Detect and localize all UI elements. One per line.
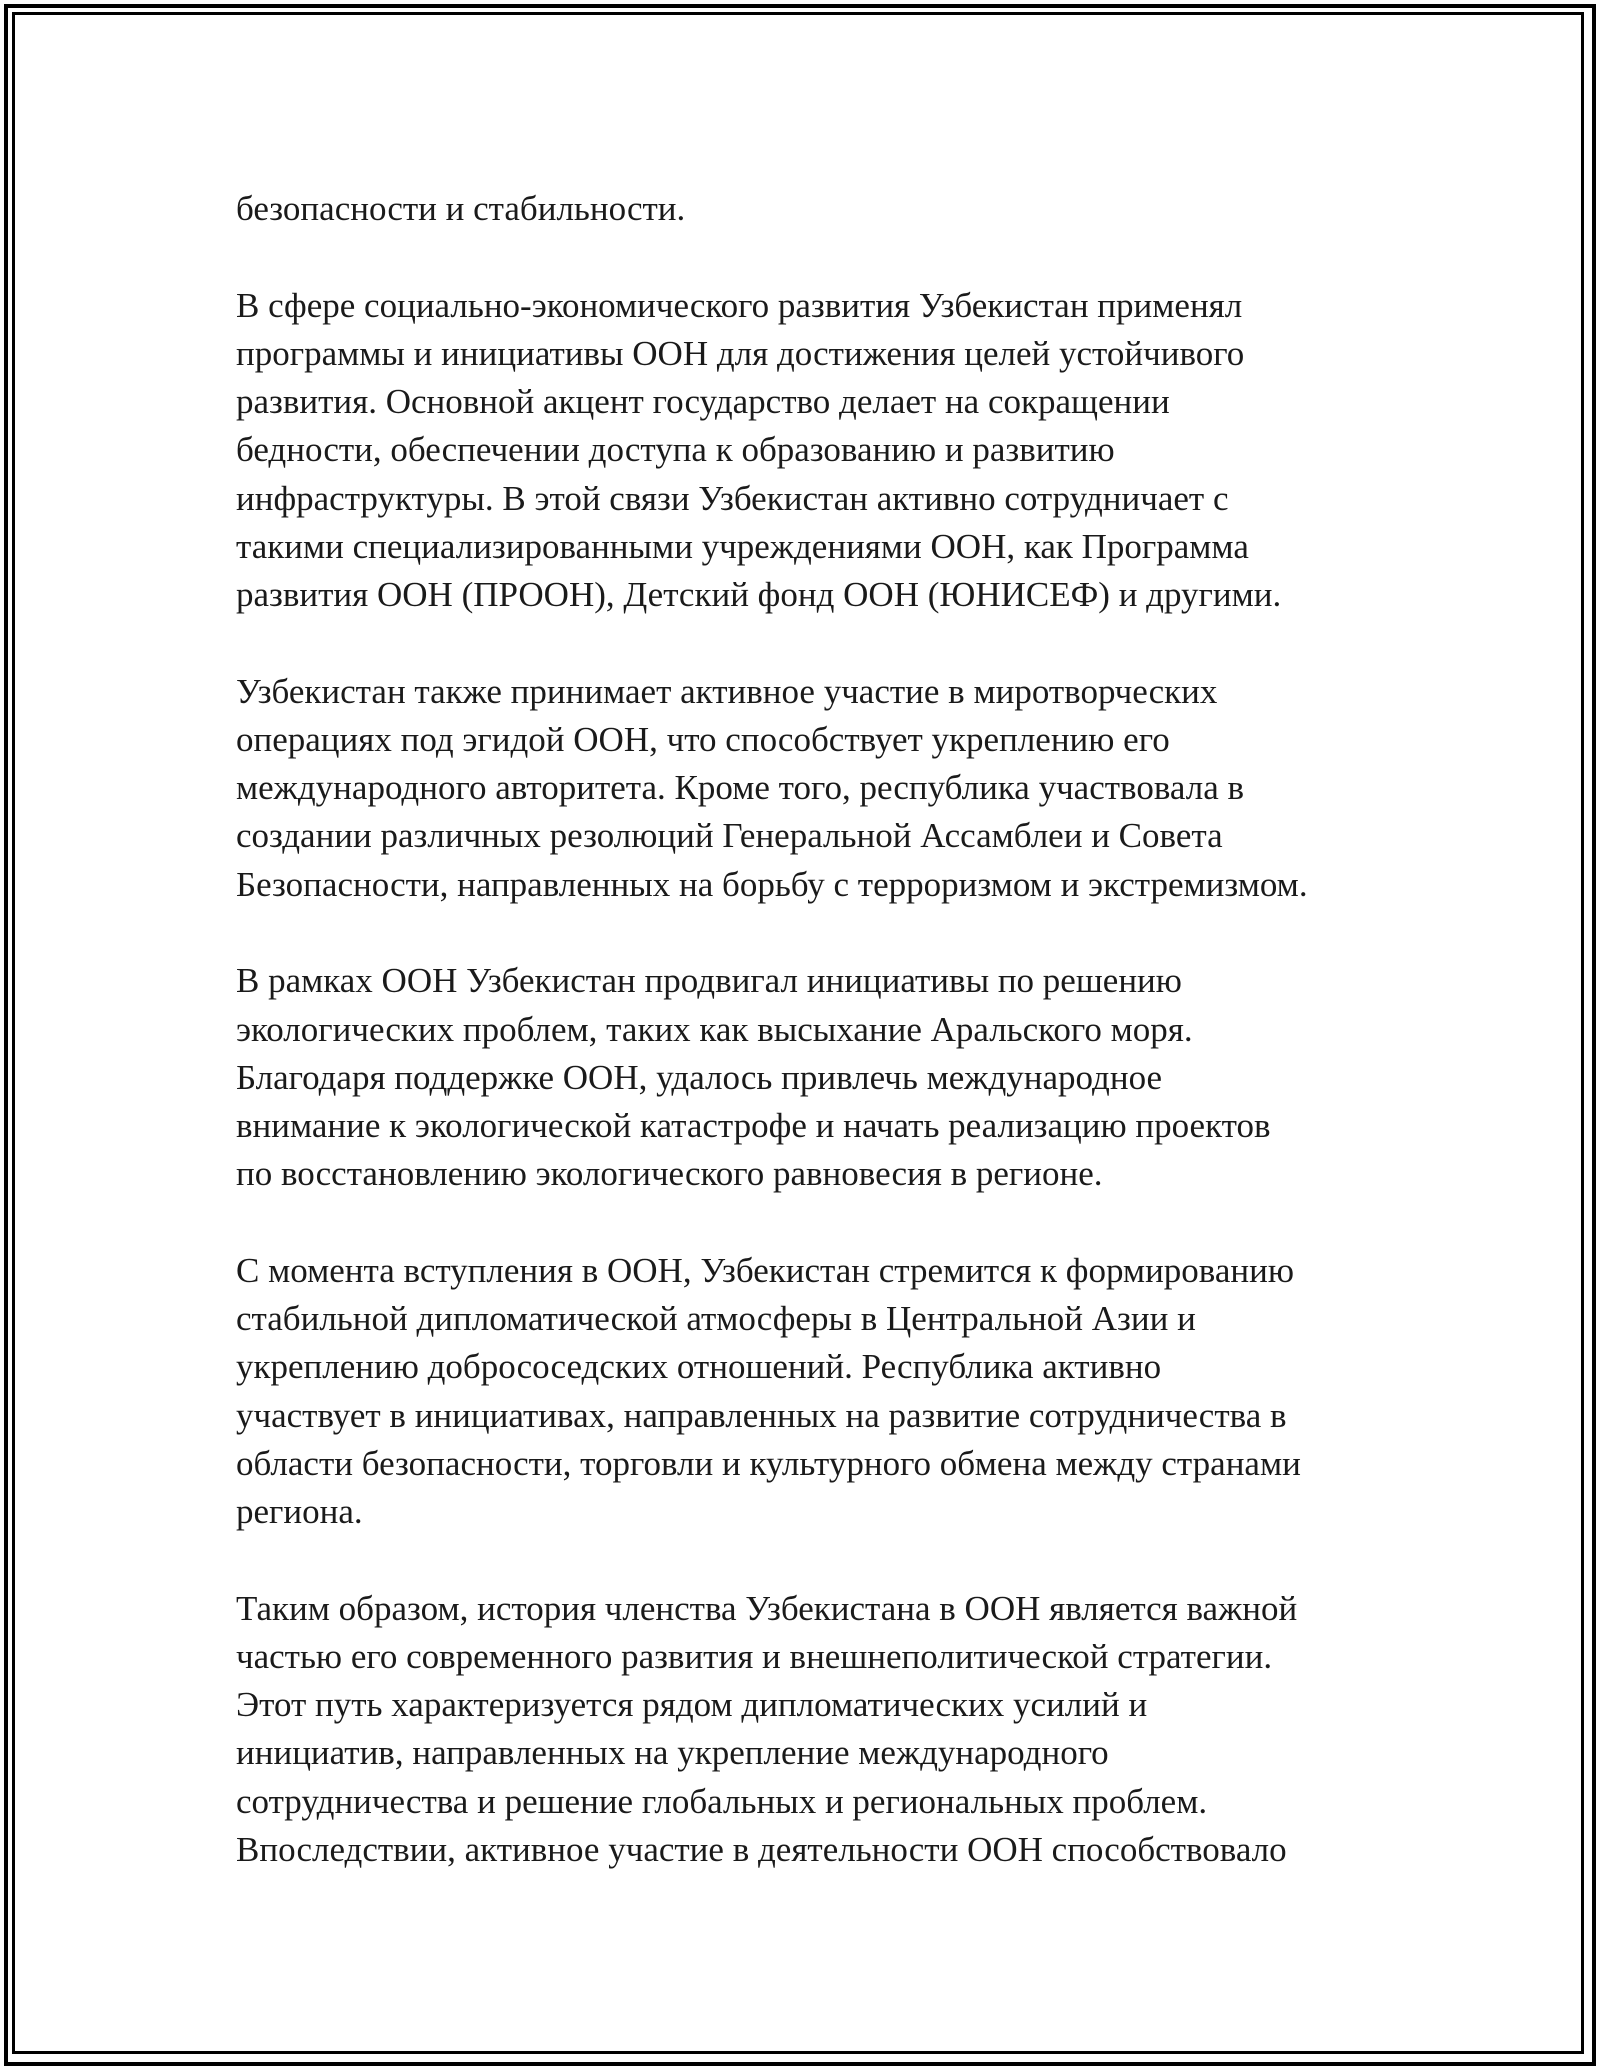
text-line: инфраструктуры. В этой связи Узбекистан активно сотрудничает с bbox=[236, 478, 1229, 518]
text-line: программы и инициативы ООН для достижения целей устойчивого bbox=[236, 334, 1245, 373]
paragraph-3 bbox=[236, 668, 1416, 909]
text-line: развития ООН (ПРООН), Детский фонд ООН (ЮНИСЕФ) и другими. bbox=[236, 575, 1282, 615]
paragraph-5 bbox=[236, 1247, 1416, 1536]
text-line: участвует в инициативах, направленных на развитие сотрудничества в bbox=[236, 1395, 1287, 1435]
text-line: безопасности и стабильности. bbox=[236, 189, 686, 228]
text-line: операциях под эгидой ООН, что способствует укреплению его bbox=[236, 720, 1170, 760]
text-line: сотрудничества и решение глобальных и региональных проблем. bbox=[236, 1781, 1208, 1821]
paragraph-4 bbox=[236, 957, 1416, 1198]
text-line: стабильной дипломатической атмосферы в Центральной Азии и bbox=[236, 1299, 1196, 1339]
text-line: Узбекистан также принимает активное участие в миротворческих bbox=[236, 671, 1218, 711]
text-line: развития. Основной акцент государство делает на сокращении bbox=[236, 382, 1170, 422]
text-line: создании различных резолюций Генеральной Ассамблеи и Совета bbox=[236, 816, 1223, 856]
text-line: Впоследствии, активное участие в деятельности ООН способствовало bbox=[236, 1829, 1287, 1869]
text-line: инициатив, направленных на укрепление международного bbox=[236, 1733, 1109, 1773]
text-line: области безопасности, торговли и культурного обмена между странами bbox=[236, 1443, 1301, 1483]
page-body-text bbox=[236, 185, 1416, 1923]
text-line: такими специализированными учреждениями ООН, как Программа bbox=[236, 526, 1249, 566]
text-line: Таким образом, история членства Узбекистана в ООН является важной bbox=[236, 1588, 1298, 1628]
text-line: региона. bbox=[236, 1492, 363, 1532]
text-line: экологических проблем, таких как высыхание Аральского моря. bbox=[236, 1009, 1193, 1049]
text-line: С момента вступления в ООН, Узбекистан стремится к формированию bbox=[236, 1251, 1295, 1291]
text-line: Безопасности, направленных на борьбу с терроризмом и экстремизмом. bbox=[236, 864, 1308, 904]
text-line: по восстановлению экологического равновесия в регионе. bbox=[236, 1154, 1103, 1194]
paragraph-1 bbox=[236, 185, 1416, 233]
paragraph-2 bbox=[236, 282, 1416, 619]
paragraph-6 bbox=[236, 1585, 1416, 1874]
text-line: Благодаря поддержке ООН, удалось привлечь международное bbox=[236, 1057, 1163, 1097]
text-line: Этот путь характеризуется рядом дипломатических усилий и bbox=[236, 1685, 1148, 1725]
text-line: В сфере социально-экономического развития Узбекистан применял bbox=[236, 285, 1243, 325]
text-line: частью его современного развития и внешнеполитической стратегии. bbox=[236, 1637, 1273, 1677]
text-line: бедности, обеспечении доступа к образованию и развитию bbox=[236, 430, 1115, 470]
text-line: международного авторитета. Кроме того, республика участвовала в bbox=[236, 768, 1245, 808]
text-line: внимание к экологической катастрофе и начать реализацию проектов bbox=[236, 1106, 1271, 1146]
text-line: укреплению добрососедских отношений. Республика активно bbox=[236, 1347, 1162, 1387]
text-line: В рамках ООН Узбекистан продвигал инициативы по решению bbox=[236, 961, 1182, 1001]
